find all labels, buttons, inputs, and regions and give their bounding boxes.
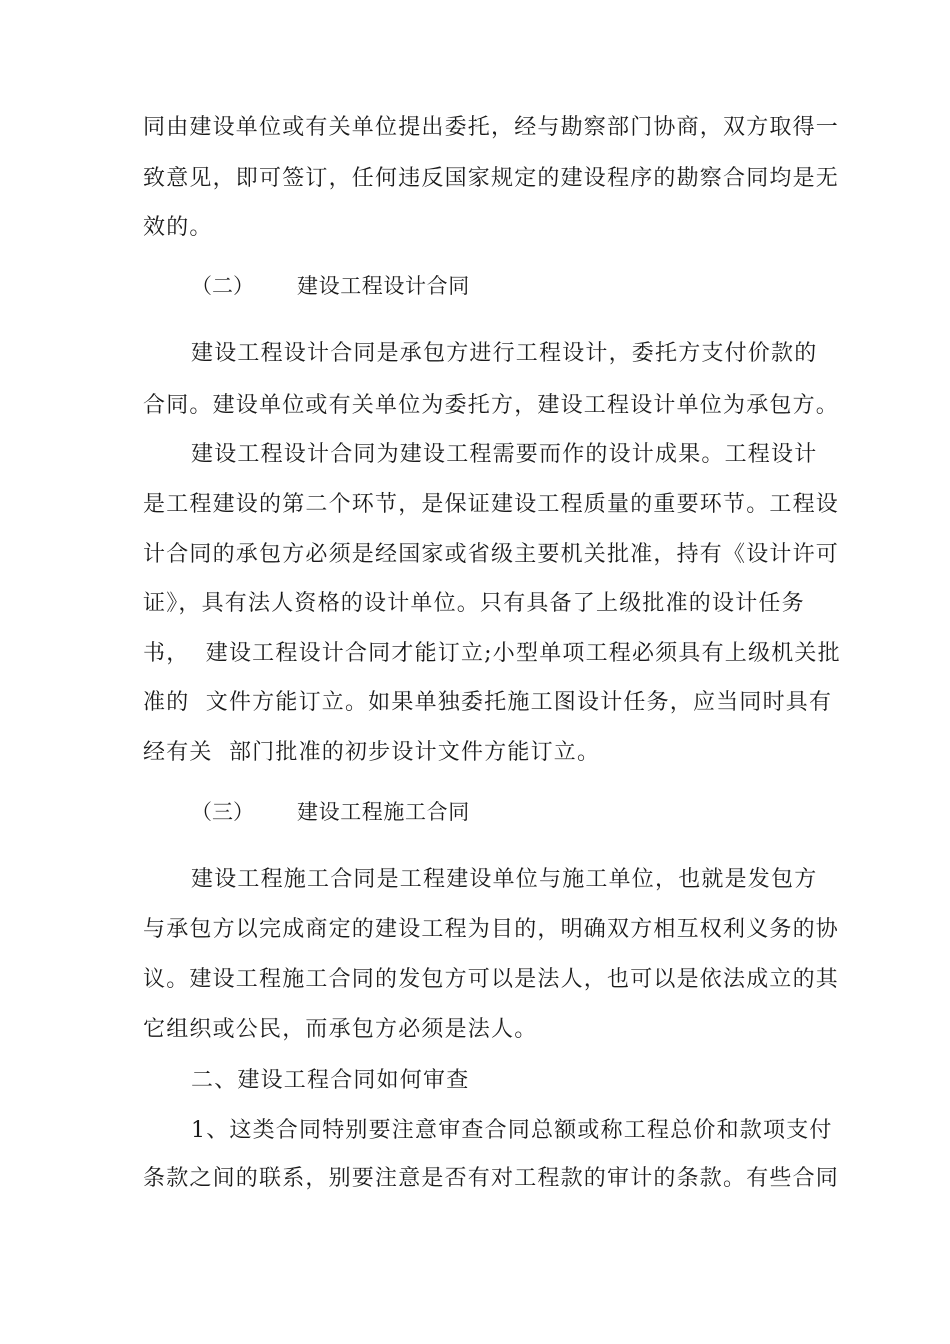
paragraph-line: 1、这类合同特别要注意审查合同总额或称工程总价和款项支付 bbox=[191, 1118, 833, 1143]
paragraph-line: 书， 建设工程设计合同才能订立;小型单项工程必须具有上级机关批 bbox=[143, 641, 841, 666]
paragraph-line: 经有关 部门批准的初步设计文件方能订立。 bbox=[143, 740, 601, 765]
paragraph-line: 建设工程施工合同是工程建设单位与施工单位，也就是发包方 bbox=[191, 867, 818, 892]
paragraph-line: 它组织或公民，而承包方必须是法人。 bbox=[143, 1017, 538, 1042]
paragraph-line: 议。建设工程施工合同的发包方可以是法人，也可以是依法成立的其 bbox=[143, 967, 840, 992]
paragraph-line: 建设工程设计合同为建设工程需要而作的设计成果。工程设计 bbox=[191, 442, 818, 467]
paragraph-line: 致意见，即可签订，任何违反国家规定的建设程序的勘察合同均是无 bbox=[143, 166, 840, 191]
paragraph-line: 准的 文件方能订立。如果单独委托施工图设计任务，应当同时具有 bbox=[143, 690, 833, 715]
paragraph-line: 是工程建设的第二个环节，是保证建设工程质量的重要环节。工程设 bbox=[143, 492, 840, 517]
paragraph-line: 与承包方以完成商定的建设工程为目的，明确双方相互权利义务的协 bbox=[143, 917, 840, 942]
section-number: （三） bbox=[191, 800, 254, 824]
paragraph-line: 建设工程设计合同是承包方进行工程设计，委托方支付价款的 bbox=[191, 341, 818, 366]
section-title: 建设工程施工合同 bbox=[297, 800, 470, 824]
section-number: （二） bbox=[191, 274, 254, 298]
paragraph-line: 合同。建设单位或有关单位为委托方，建设工程设计单位为承包方。 bbox=[143, 393, 840, 418]
paragraph-line: 效的。 bbox=[143, 215, 213, 240]
paragraph-line: 条款之间的联系，别要注意是否有对工程款的审计的条款。有些合同 bbox=[143, 1166, 840, 1191]
section-title: 建设工程设计合同 bbox=[297, 274, 470, 298]
section-heading: 二、建设工程合同如何审查 bbox=[191, 1068, 470, 1093]
paragraph-line: 计合同的承包方必须是经国家或省级主要机关批准，持有《设计许可 bbox=[143, 542, 840, 567]
paragraph-line: 证》，具有法人资格的设计单位。只有具备了上级批准的设计任务 bbox=[143, 591, 805, 616]
paragraph-line: 同由建设单位或有关单位提出委托，经与勘察部门协商，双方取得一 bbox=[143, 115, 840, 140]
